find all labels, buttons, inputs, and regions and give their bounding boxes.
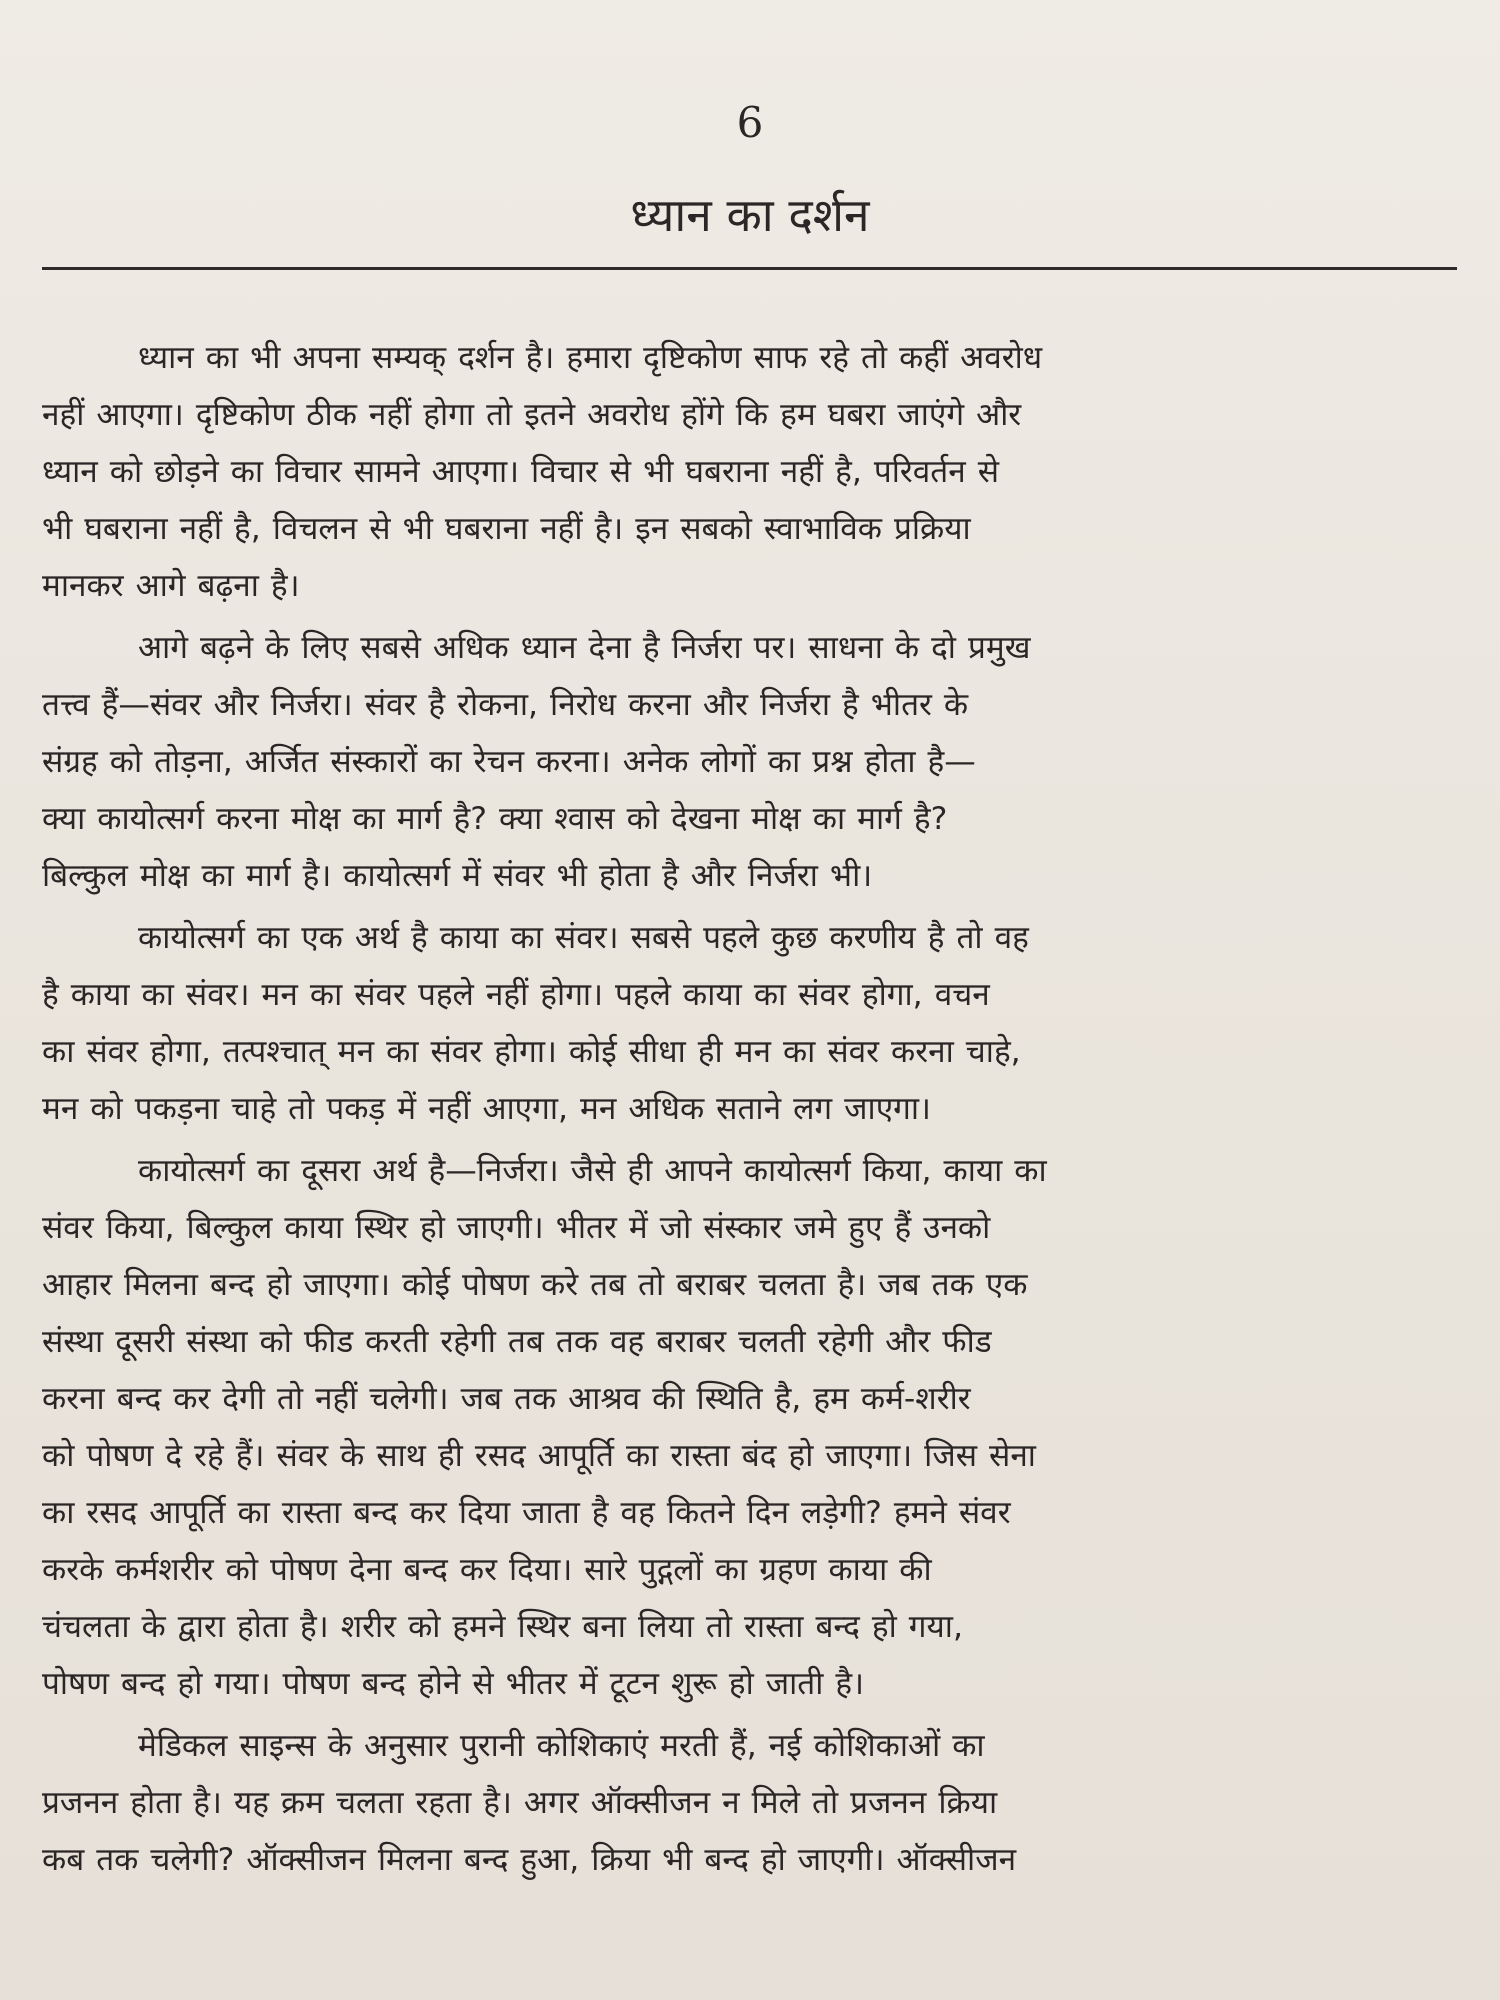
text-line: क्या कायोत्सर्ग करना मोक्ष का मार्ग है? क्या श्वास को देखना मोक्ष का मार्ग है? [42, 801, 948, 837]
text-line: नहीं आएगा। दृष्टिकोण ठीक नहीं होगा तो इतने अवरोध होंगे कि हम घबरा जाएंगे और [42, 397, 1022, 433]
text-line: मेडिकल साइन्स के अनुसार पुरानी कोशिकाएं मरती हैं, नई कोशिकाओं का [138, 1728, 985, 1764]
text-line: भी घबराना नहीं है, विचलन से भी घबराना नहीं है। इन सबको स्वाभाविक प्रक्रिया [42, 511, 971, 547]
paragraph-3 [42, 910, 1460, 1138]
paragraph-2 [42, 620, 1460, 905]
chapter-title: ध्यान का दर्शन [630, 188, 870, 242]
text-line: मानकर आगे बढ़ना है। [42, 568, 300, 604]
text-line: आहार मिलना बन्द हो जाएगा। कोई पोषण करे तब तो बराबर चलता है। जब तक एक [42, 1267, 1028, 1303]
text-line: को पोषण दे रहे हैं। संवर के साथ ही रसद आपूर्ति का रास्ता बंद हो जाएगा। जिस सेना [42, 1438, 1036, 1474]
text-line: ध्यान को छोड़ने का विचार सामने आएगा। विचार से भी घबराना नहीं है, परिवर्तन से [42, 454, 1000, 490]
text-line: बिल्कुल मोक्ष का मार्ग है। कायोत्सर्ग में संवर भी होता है और निर्जरा भी। [42, 858, 873, 894]
paragraph-5 [42, 1718, 1460, 1889]
paragraph-1 [42, 330, 1460, 615]
text-line: करके कर्मशरीर को पोषण देना बन्द कर दिया। सारे पुद्गलों का ग्रहण काया की [42, 1552, 932, 1588]
text-line: पोषण बन्द हो गया। पोषण बन्द होने से भीतर में टूटन शुरू हो जाती है। [42, 1666, 865, 1702]
text-line: तत्त्व हैं—संवर और निर्जरा। संवर है रोकना, निरोध करना और निर्जरा है भीतर के [42, 687, 969, 723]
paragraph-4 [42, 1143, 1460, 1713]
text-line: ध्यान का भी अपना सम्यक् दर्शन है। हमारा दृष्टिकोण साफ रहे तो कहीं अवरोध [138, 340, 1043, 376]
chapter-body [42, 330, 1460, 1894]
text-line: संग्रह को तोड़ना, अर्जित संस्कारों का रेचन करना। अनेक लोगों का प्रश्न होता है— [42, 744, 976, 780]
text-line: कायोत्सर्ग का दूसरा अर्थ है—निर्जरा। जैसे ही आपने कायोत्सर्ग किया, काया का [138, 1153, 1047, 1189]
title-rule [42, 267, 1457, 270]
text-line: का रसद आपूर्ति का रास्ता बन्द कर दिया जाता है वह कितने दिन लड़ेगी? हमने संवर [42, 1495, 1011, 1531]
text-line: कब तक चलेगी? ऑक्सीजन मिलना बन्द हुआ, क्रिया भी बन्द हो जाएगी। ऑक्सीजन [42, 1842, 1017, 1878]
text-line: का संवर होगा, तत्पश्चात् मन का संवर होगा। कोई सीधा ही मन का संवर करना चाहे, [42, 1034, 1021, 1070]
text-line: करना बन्द कर देगी तो नहीं चलेगी। जब तक आश्रव की स्थिति है, हम कर्म-शरीर [42, 1381, 971, 1417]
text-line: है काया का संवर। मन का संवर पहले नहीं होगा। पहले काया का संवर होगा, वचन [42, 977, 990, 1013]
chapter-number: 6 [736, 98, 764, 147]
text-line: आगे बढ़ने के लिए सबसे अधिक ध्यान देना है निर्जरा पर। साधना के दो प्रमुख [138, 630, 1031, 666]
text-line: मन को पकड़ना चाहे तो पकड़ में नहीं आएगा, मन अधिक सताने लग जाएगा। [42, 1091, 931, 1127]
text-line: चंचलता के द्वारा होता है। शरीर को हमने स्थिर बना लिया तो रास्ता बन्द हो गया, [42, 1609, 963, 1645]
text-line: संस्था दूसरी संस्था को फीड करती रहेगी तब तक वह बराबर चलती रहेगी और फीड [42, 1324, 992, 1360]
text-line: कायोत्सर्ग का एक अर्थ है काया का संवर। सबसे पहले कुछ करणीय है तो वह [138, 920, 1029, 956]
text-line: संवर किया, बिल्कुल काया स्थिर हो जाएगी। भीतर में जो संस्कार जमे हुए हैं उनको [42, 1210, 991, 1246]
text-line: प्रजनन होता है। यह क्रम चलता रहता है। अगर ऑक्सीजन न मिले तो प्रजनन क्रिया [42, 1785, 998, 1821]
